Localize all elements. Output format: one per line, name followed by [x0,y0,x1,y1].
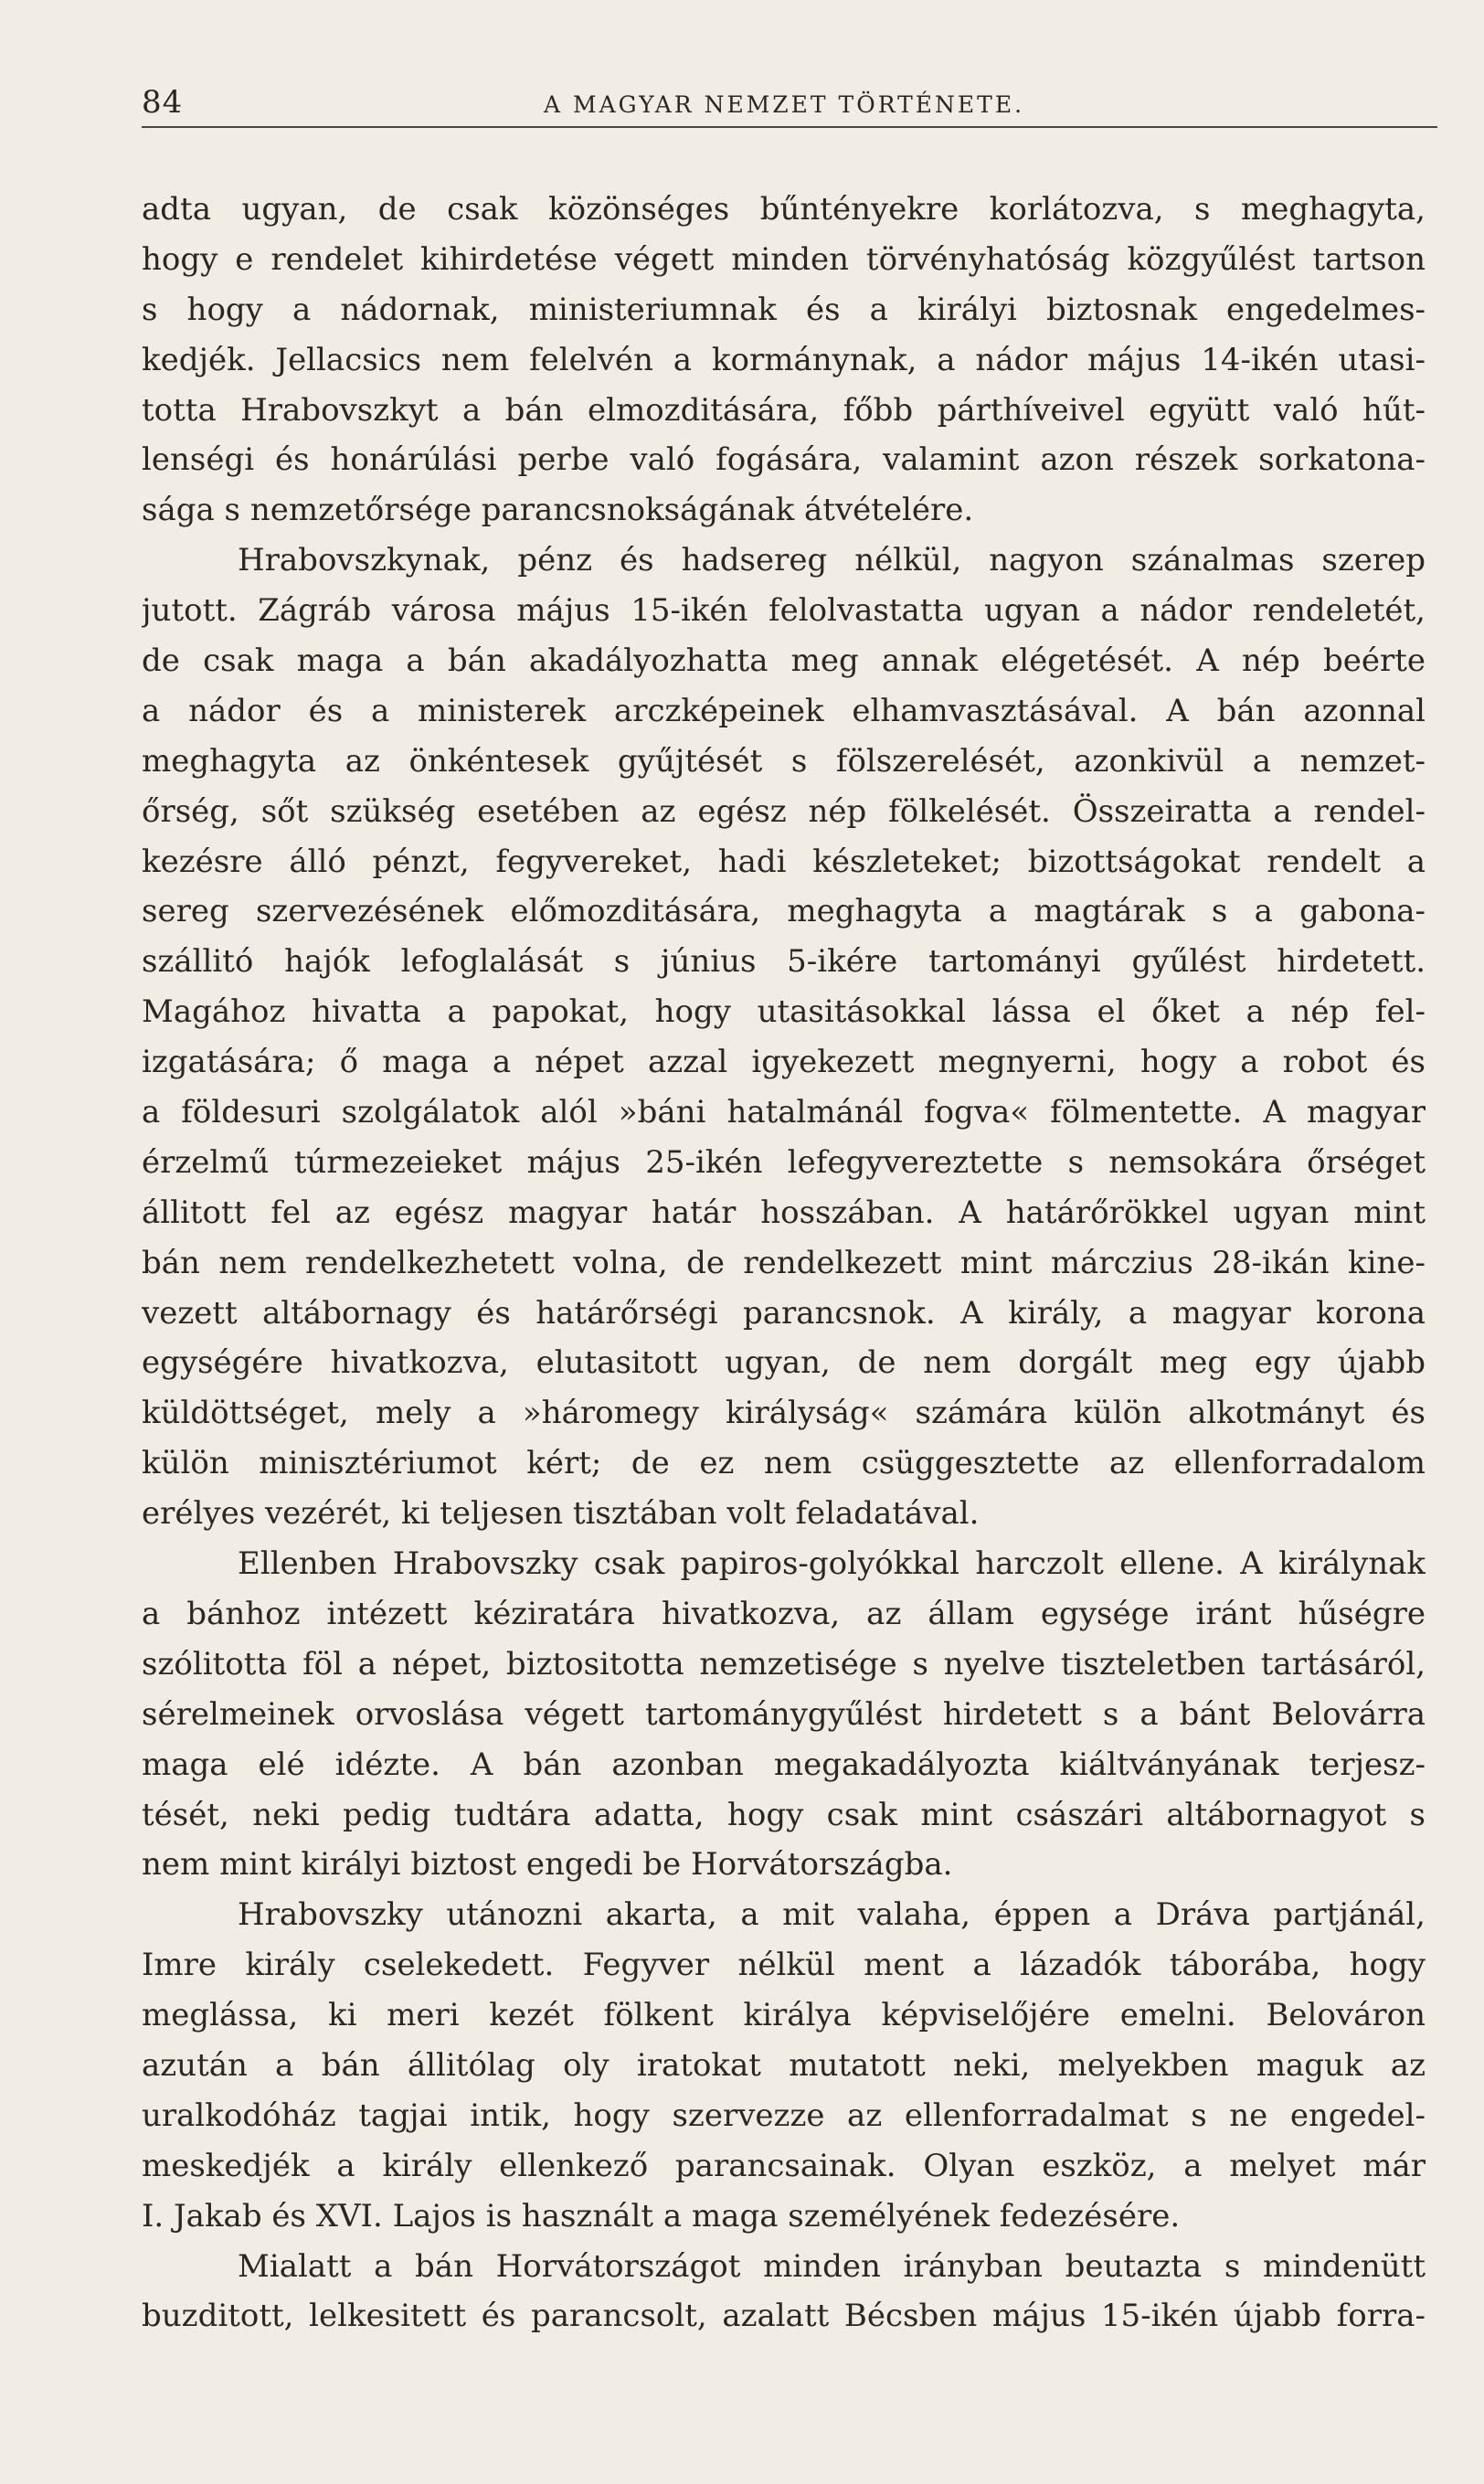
text-line: a bánhoz intézett kéziratára hivatkozva, az állam egysége iránt hűségre [142,1595,1426,1632]
text-line: szállitó hajók lefoglalását s június 5-ikére tartományi gyűlést hirdetett. [142,943,1426,981]
text-line: nem mint királyi biztost engedi be Horvátországba. [142,1846,953,1884]
text-line: a nádor és a ministerek arczképeinek elhamvasztásával. A bán azonnal [142,692,1426,729]
text-line: kedjék. Jellacsics nem felelvén a kormánynak, a nádor május 14-ikén utasi- [142,341,1426,378]
text-line: tését, neki pedig tudtára adatta, hogy csak mint császári altábornagyot s [142,1796,1426,1833]
text-line: adta ugyan, de csak közönséges bűntényekre korlátozva, s meghagyta, [142,191,1426,228]
text-line: vezett altábornagy és határőrségi parancsnok. A király, a magyar korona [142,1294,1426,1332]
header-rule [142,126,1437,128]
text-line: egységére hivatkozva, elutasitott ugyan, de nem dorgált meg egy újabb [142,1344,1426,1382]
text-line: meskedjék a király ellenkező parancsainak. Olyan eszköz, a melyet már [142,2147,1426,2184]
text-line: s hogy a nádornak, ministeriumnak és a királyi biztosnak engedelmes- [142,291,1426,328]
body-text [142,185,1426,2341]
text-line: buzditott, lelkesitett és parancsolt, azalatt Bécsben május 15-ikén újabb forra- [142,2298,1426,2335]
running-title: A MAGYAR NEMZET TÖRTÉNETE. [544,91,1025,118]
text-line: Mialatt a bán Horvátországot minden irányban beutazta s mindenütt [238,2247,1426,2285]
running-head [142,84,1439,130]
page-number: 84 [142,84,184,121]
text-line: I. Jakab és XVI. Lajos is használt a maga személyének fedezésére. [142,2197,1181,2235]
text-line: küldöttséget, mely a »háromegy királyság« számára külön alkotmányt és [142,1395,1426,1432]
text-line: kezésre álló pénzt, fegyvereket, hadi készleteket; bizottságokat rendelt a [142,843,1426,880]
text-line: Hrabovszky utánozni akarta, a mit valaha, éppen a Dráva partjánál, [238,1896,1426,1934]
text-line: meglássa, ki meri kezét fölkent királya képviselőjére emelni. Belováron [142,1997,1426,2034]
text-line: totta Hrabovszkyt a bán elmozditására, főbb párthíveivel együtt való hűt- [142,391,1426,429]
text-line: külön minisztériumot kért; de ez nem csüggesztette az ellenforradalom [142,1445,1426,1482]
text-line: sága s nemzetőrsége parancsnokságának átvételére. [142,492,974,529]
text-line: jutott. Zágráb városa május 15-ikén felolvastatta ugyan a nádor rendeletét, [142,592,1426,630]
text-line: sereg szervezésének előmozditására, meghagyta a magtárak s a gabona- [142,893,1426,930]
text-line: érzelmű túrmezeieket május 25-ikén lefegyvereztette s nemsokára őrséget [142,1143,1426,1181]
text-line: bán nem rendelkezhetett volna, de rendelkezett mint márczius 28-ikán kine- [142,1244,1426,1281]
text-line: erélyes vezérét, ki teljesen tisztában volt feladatával. [142,1495,980,1533]
text-line: azután a bán állitólag oly iratokat mutatott neki, melyekben maguk az [142,2046,1426,2084]
text-line: Hrabovszkynak, pénz és hadsereg nélkül, nagyon szánalmas szerep [238,542,1426,579]
text-line: de csak maga a bán akadályozhatta meg annak elégetését. A nép beérte [142,642,1426,680]
text-line: Imre király cselekedett. Fegyver nélkül ment a lázadók táborába, hogy [142,1947,1426,1984]
text-line: Magához hivatta a papokat, hogy utasitásokkal lássa el őket a nép fel- [142,993,1426,1031]
text-line: meghagyta az önkéntesek gyűjtését s fölszerelését, azonkivül a nemzet- [142,742,1426,780]
text-line: Ellenben Hrabovszky csak papiros-golyókkal harczolt ellene. A királynak [238,1545,1426,1583]
text-line: szólitotta föl a népet, biztositotta nemzetisége s nyelve tiszteletben tartásáról, [142,1645,1426,1683]
text-line: maga elé idézte. A bán azonban megakadályozta kiáltványának terjesz- [142,1746,1426,1783]
text-line: a földesuri szolgálatok alól »báni hatalmánál fogva« fölmentette. A magyar [142,1094,1426,1131]
text-line: sérelmeinek orvoslása végett tartománygyűlést hirdetett s a bánt Belovárra [142,1695,1426,1733]
text-line: uralkodóház tagjai intik, hogy szervezze az ellenforradalmat s ne engedel- [142,2097,1426,2134]
text-line: izgatására; ő maga a népet azzal igyekezett megnyerni, hogy a robot és [142,1044,1426,1081]
text-line: állitott fel az egész magyar határ hosszában. A határőrökkel ugyan mint [142,1194,1426,1231]
text-line: őrség, sőt szükség esetében az egész nép fölkelését. Összeiratta a rendel- [142,792,1426,830]
text-line: hogy e rendelet kihirdetése végett minden törvényhatóság közgyűlést tartson [142,240,1426,278]
text-line: lenségi és honárúlási perbe való fogására, valamint azon részek sorkatona- [142,441,1426,479]
